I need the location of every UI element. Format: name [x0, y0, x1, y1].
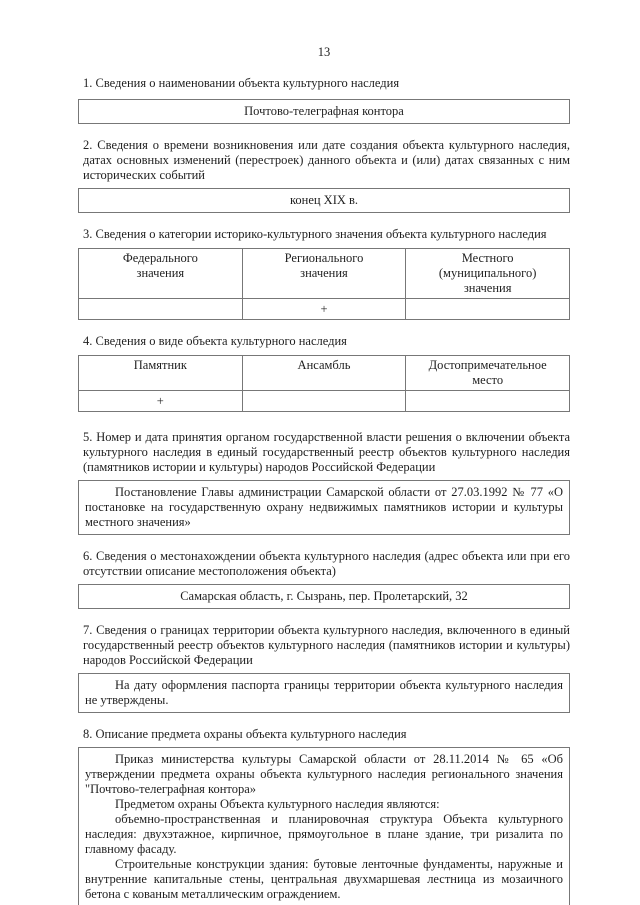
object-kind-table: [78, 355, 570, 412]
category-table-value-row: [79, 299, 570, 320]
section-5-value-box: [78, 480, 570, 535]
section-6-heading: 6. Сведения о местонахождении объекта культурного наследия (адрес объекта или при его отсутствии описание местоположения объекта): [83, 549, 570, 578]
section-2-value-box: [78, 188, 570, 213]
object-kind-value-row: [79, 391, 570, 412]
section-4: [78, 334, 570, 412]
protection-subject-intro: Предметом охраны Объекта культурного наследия являются:: [115, 797, 440, 811]
section-2: [78, 138, 570, 213]
kind-landmark-header: Достопримечательное место: [406, 356, 570, 391]
category-local-header: Местного (муниципального) значения: [406, 249, 570, 299]
category-table: [78, 248, 570, 320]
object-kind-header-row: [79, 356, 570, 391]
section-3-heading: 3. Сведения о категории историко-культурного значения объекта культурного наследия: [83, 227, 547, 241]
section-1-heading: 1. Сведения о наименовании объекта культурного наследия: [83, 76, 400, 90]
kind-landmark-value: [406, 391, 570, 412]
section-3: [78, 227, 570, 320]
section-8-heading: 8. Описание предмета охраны объекта культурного наследия: [83, 727, 407, 741]
section-1-value-box: [78, 99, 570, 124]
protection-subject-constructions: Строительные конструкции здания: бутовые ленточные фундаменты, наружные и внутренние капитальные стены, центральная двухмаршевая лестница из мозаичного бетона с кованым металлическим ограждением.: [85, 857, 563, 901]
protection-subject-structure: объемно-пространственная и планировочная структура Объекта культурного наследия: двухэтажное, кирпичное, прямоугольное в плане здание, три ризалита по главному фасаду.: [85, 812, 563, 856]
section-7-value-box: [78, 673, 570, 713]
kind-monument-value: +: [79, 391, 243, 412]
registry-decision-value: Постановление Главы администрации Самарской области от 27.03.1992 № 77 «О постановке на государственную охрану недвижимых памятников истории и культуры местного значения»: [85, 485, 563, 529]
section-2-heading: 2. Сведения о времени возникновения или дате создания объекта культурного наследия, датах основных изменений (перестроек) данного объекта и (или) датах связанных с ним исторических событий: [83, 138, 570, 182]
section-1: [78, 76, 570, 124]
category-local-value: [406, 299, 570, 320]
object-name-value: Почтово-телеграфная контора: [244, 104, 404, 118]
category-federal-header: Федерального значения: [79, 249, 243, 299]
category-regional-value: +: [242, 299, 406, 320]
kind-ensemble-header: Ансамбль: [242, 356, 406, 391]
section-6: [78, 549, 570, 609]
section-6-value-box: [78, 584, 570, 609]
category-federal-value: [79, 299, 243, 320]
creation-date-value: конец XIX в.: [289, 193, 359, 207]
section-8: [78, 727, 570, 905]
territory-borders-value: На дату оформления паспорта границы территории объекта культурного наследия не утверждены.: [85, 678, 563, 707]
category-table-header-row: [79, 249, 570, 299]
section-7-heading: 7. Сведения о границах территории объекта культурного наследия, включенного в единый государственный реестр объектов культурного наследия (памятников истории и культуры) народов Российской Федерации: [83, 623, 570, 667]
section-5: [78, 430, 570, 535]
section-5-heading: 5. Номер и дата принятия органом государственной власти решения о включении объекта культурного наследия в единый государственный реестр объектов культурного наследия (памятников истории и культуры) народов Российской Федерации: [83, 430, 570, 474]
kind-ensemble-value: [242, 391, 406, 412]
category-regional-header: Регионального значения: [242, 249, 406, 299]
address-value: Самарская область, г. Сызрань, пер. Пролетарский, 32: [180, 589, 468, 603]
section-7: [78, 623, 570, 713]
section-4-heading: 4. Сведения о виде объекта культурного наследия: [83, 334, 347, 348]
kind-monument-header: Памятник: [79, 356, 243, 391]
protection-subject-order: Приказ министерства культуры Самарской области от 28.11.2014 № 65 «Об утверждении предмета охраны объекта культурного наследия регионального значения "Почтово-телеграфная контора»: [85, 752, 563, 796]
section-8-value-box: [78, 747, 570, 905]
page-number: 13: [317, 45, 331, 59]
